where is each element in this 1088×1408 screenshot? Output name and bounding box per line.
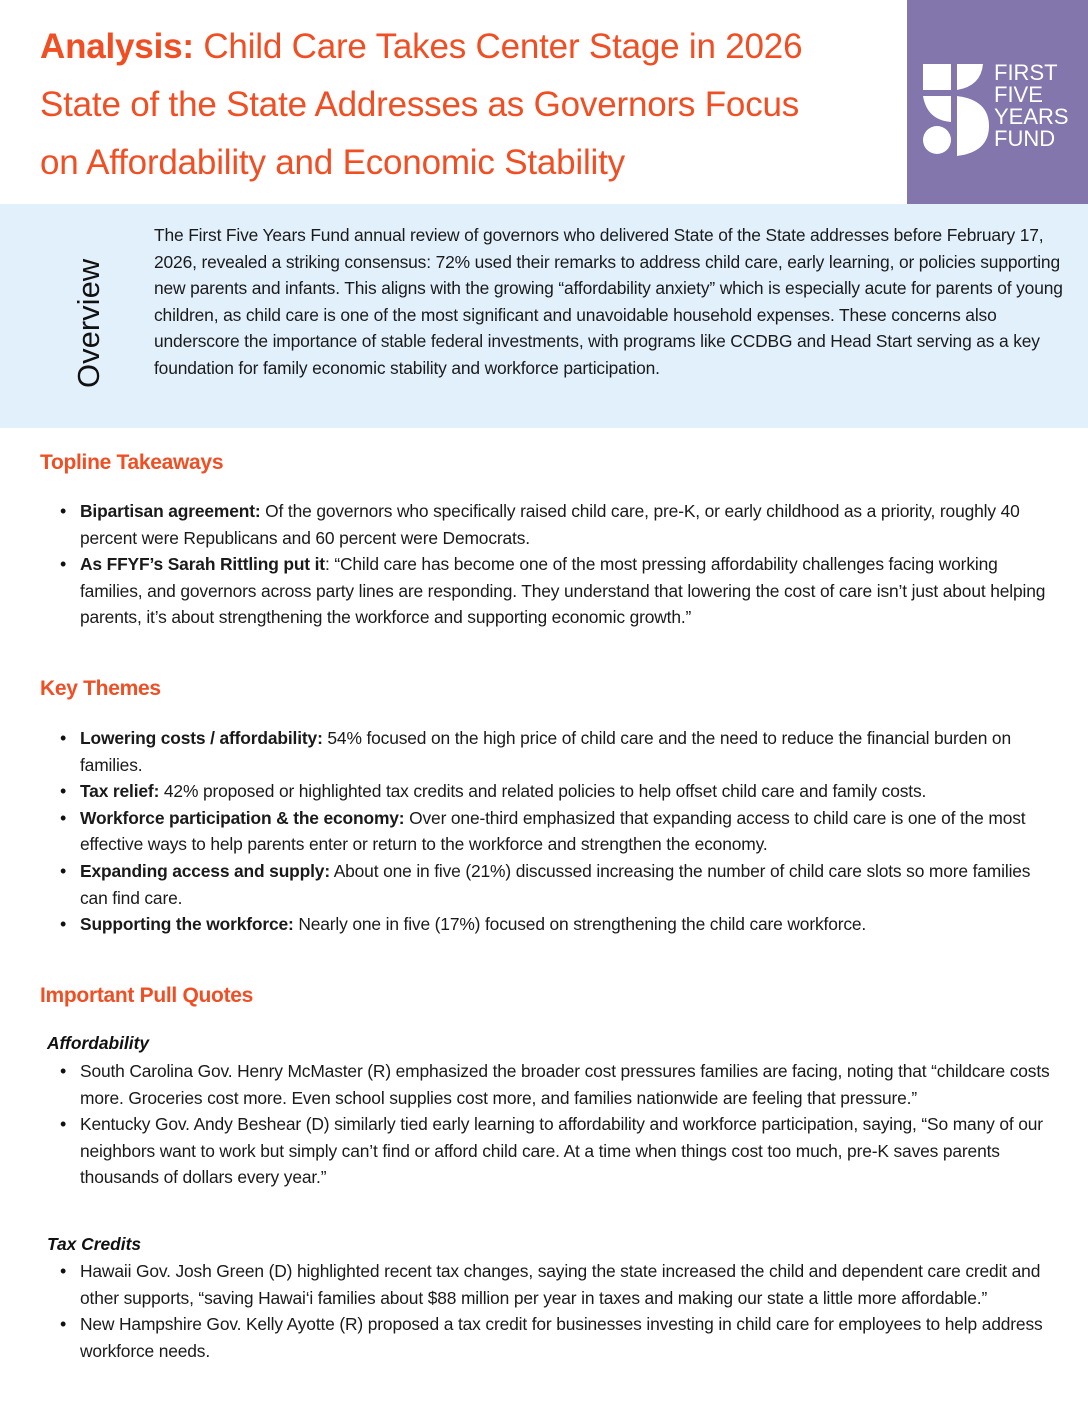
title-line-3: on Affordability and Economic Stability — [40, 143, 625, 182]
item-lead: As FFYF’s Sarah Rittling put it — [80, 554, 325, 575]
overview-text: The First Five Years Fund annual review of governors who delivered State of the State addresses before February 17, 2026, revealed a striking consensus: 72% used their remarks to address child care, early learning, or policies supporting new parents and infants. This aligns with the growing “affordability anxiety” which is especially acute for parents of young children, as child care is one of the most significant and unavoidable household expenses. These concerns also underscore the importance of stable federal investments, with programs like CCDBG and Head Start serving as a key foundation for family economic stability and workforce participation. — [154, 225, 1063, 378]
key-themes-heading: Key Themes — [40, 677, 161, 700]
pull-quotes-heading: Important Pull Quotes — [40, 984, 254, 1007]
quote-item: • Kentucky Gov. Andy Beshear (D) similarly tied early learning to affordability and workforce participation, saying, “So many of our neighbors want to work but simply can’t find or afford child care. At a time when things cost too much, pre-K saves parents thousands of dollars every year.” — [80, 1111, 1050, 1191]
first-five-years-fund-logo — [907, 0, 1088, 204]
document-title — [40, 18, 900, 192]
tax-credits-subheading: Tax Credits — [47, 1234, 142, 1254]
logo-line: FUND — [994, 126, 1056, 151]
list-item — [80, 725, 1050, 778]
quote-item: • Hawaii Gov. Josh Green (D) highlighted recent tax changes, saying the state increased the child and dependent care credit and other supports, “saving Hawai‘i families about $88 million per year in taxes and making our state a little more affordable.” — [80, 1258, 1050, 1311]
list-item — [80, 551, 1050, 631]
list-item — [80, 778, 1050, 805]
title-line-1 — [40, 18, 900, 76]
item-text: Over one-third emphasized that expanding access to child care is one of the most effective ways to help parents enter or return to the workforce and strengthen the economy. — [80, 807, 1026, 855]
title-line-2: State of the State Addresses as Governors Focus — [40, 85, 800, 124]
item-lead: Tax relief: — [80, 781, 160, 802]
item-text: 54% focused on the high price of child care and the need to reduce the financial burden on families. — [80, 728, 1011, 775]
list-item — [80, 805, 1050, 858]
topline-takeaways-list — [80, 498, 1050, 631]
item-lead: Supporting the workforce: — [80, 914, 294, 935]
list-item — [80, 911, 1050, 938]
item-text: Nearly one in five (17%) focused on strengthening the child care workforce. — [293, 914, 867, 935]
list-item — [80, 858, 1050, 911]
item-lead: Lowering costs / affordability: — [80, 728, 323, 748]
item-text: About one in five (21%) discussed increasing the number of child care slots so more families can find care. — [80, 860, 1031, 908]
overview-label: Overview — [71, 258, 106, 388]
list-item — [80, 498, 1050, 551]
quote-item: • South Carolina Gov. Henry McMaster (R) emphasized the broader cost pressures families are facing, noting that “childcare costs more. Groceries cost more. Even school supplies cost more, and families nationwide are feeling that pressure.” — [80, 1058, 1050, 1111]
five-logo-icon — [923, 64, 991, 156]
item-text: Of the governors who specifically raised child care, pre-K, or early childhood as a priority, roughly 40 percent were Republicans and 60 percent were Democrats. — [80, 501, 1020, 548]
title-line-1-text: Child Care Takes Center Stage in 2026 — [193, 27, 803, 66]
topline-takeaways-heading: Topline Takeaways — [40, 451, 224, 474]
tax-credits-quotes-list — [80, 1258, 1050, 1364]
item-lead: Expanding access and supply: — [80, 860, 330, 881]
quote-item: • New Hampshire Gov. Kelly Ayotte (R) proposed a tax credit for businesses investing in child care for employees to help address workforce needs. — [80, 1311, 1050, 1364]
logo-line: YEARS — [994, 104, 1069, 129]
title-prefix: Analysis: — [40, 27, 194, 66]
logo-line: FIRST — [994, 60, 1058, 85]
logo-line: FIVE — [994, 82, 1043, 107]
affordability-quotes-list — [80, 1058, 1050, 1191]
item-text: : “Child care has become one of the most pressing affordability challenges facing working families, and governors across party lines are responding. They understand that lowering the cost of care isn’t just about helping parents, it’s about strengthening the workforce and supporting economic growth.” — [80, 554, 1046, 628]
logo-wordmark — [994, 62, 1069, 150]
item-lead: Workforce participation & the economy: — [80, 807, 405, 828]
key-themes-list — [80, 725, 1050, 938]
item-text: 42% proposed or highlighted tax credits and related policies to help offset child care and family costs. — [159, 781, 927, 802]
item-lead: Bipartisan agreement: — [80, 501, 261, 521]
affordability-subheading: Affordability — [47, 1033, 150, 1053]
